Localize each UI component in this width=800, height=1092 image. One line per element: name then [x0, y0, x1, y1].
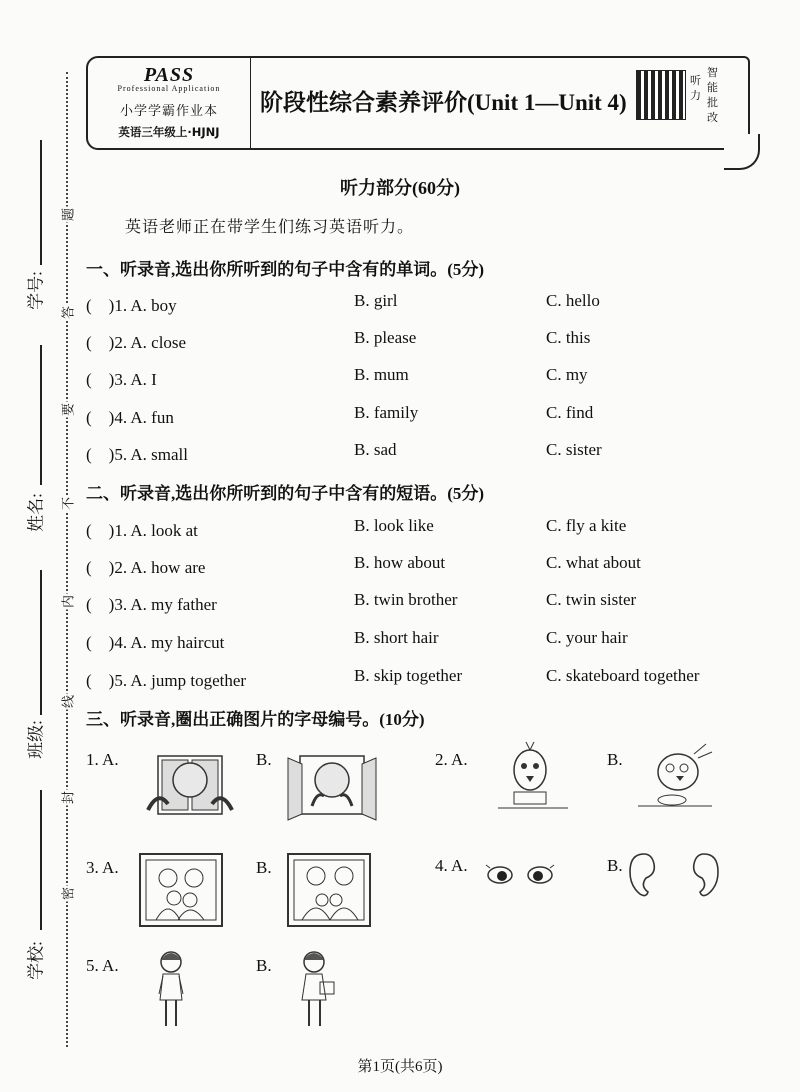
option-a[interactable]: ( )5. A. jump together: [86, 671, 247, 690]
class-label: 班级:: [26, 720, 46, 759]
option-b[interactable]: B. mum: [354, 365, 409, 384]
seal-char: 密: [58, 886, 77, 902]
option-c[interactable]: C. skateboard together: [546, 666, 700, 685]
option-c[interactable]: C. sister: [546, 440, 602, 459]
option-c[interactable]: C. your hair: [546, 628, 628, 647]
seal-char: 答: [58, 305, 77, 321]
name-label: 姓名:: [26, 493, 46, 532]
part3-heading: 三、听录音,圈出正确图片的字母编号。(10分): [86, 710, 425, 729]
school-label: 学校:: [26, 941, 46, 980]
option-b[interactable]: B. please: [354, 328, 417, 347]
q1-option-b-label[interactable]: B.: [256, 750, 272, 769]
q5-option-b-label[interactable]: B.: [256, 956, 272, 975]
option-b[interactable]: B. how about: [354, 553, 446, 572]
question-row: [86, 365, 766, 389]
q5-option-a-label[interactable]: 5. A.: [86, 956, 119, 975]
option-a[interactable]: ( )5. A. small: [86, 445, 188, 464]
page-title: 阶段性综合素养评价(Unit 1—Unit 4): [260, 90, 627, 115]
school-line: [40, 790, 42, 930]
logo-subtext: Professional Application: [117, 84, 221, 93]
question-row: [86, 553, 766, 577]
option-a[interactable]: ( )3. A. my father: [86, 595, 217, 614]
seal-char: 不: [58, 496, 77, 512]
seal-char: 线: [58, 694, 77, 710]
option-c[interactable]: C. twin sister: [546, 590, 637, 609]
q2-option-a-label[interactable]: 2. A.: [435, 750, 468, 769]
family-photo-b-picture[interactable]: [286, 852, 372, 928]
part2-heading: 二、听录音,选出你所听到的句子中含有的短语。(5分): [86, 484, 485, 503]
option-b[interactable]: B. family: [354, 403, 419, 422]
class-line: [40, 570, 42, 715]
option-c[interactable]: C. fly a kite: [546, 516, 627, 535]
option-a[interactable]: ( )1. A. look at: [86, 521, 198, 540]
qr-listen-label: 听力: [690, 75, 701, 102]
option-c[interactable]: C. what about: [546, 553, 641, 572]
listening-title: 听力部分(60分): [340, 178, 460, 198]
question-row: [86, 328, 766, 352]
pass-logo: [88, 64, 250, 93]
q3-option-a-label[interactable]: 3. A.: [86, 858, 119, 877]
option-c[interactable]: C. find: [546, 403, 594, 422]
girl-standing-picture[interactable]: [148, 944, 194, 1034]
bird-with-book-picture[interactable]: [490, 740, 580, 815]
seal-char: 题: [58, 207, 77, 223]
student-no-line: [40, 140, 42, 265]
option-b[interactable]: B. skip together: [354, 666, 463, 685]
option-b[interactable]: B. girl: [354, 291, 398, 310]
series-name: 小学学霸作业本: [119, 104, 218, 119]
close-window-picture[interactable]: [140, 750, 240, 822]
option-a[interactable]: ( )3. A. I: [86, 370, 157, 389]
question-row: [86, 590, 766, 614]
q4-option-b-label[interactable]: B.: [607, 856, 623, 875]
girl-holding-book-picture[interactable]: [290, 944, 346, 1036]
qr-code-icon[interactable]: [636, 70, 686, 120]
question-row: [86, 666, 766, 690]
q4-option-a-label[interactable]: 4. A.: [435, 856, 468, 875]
option-b[interactable]: B. twin brother: [354, 590, 458, 609]
option-a[interactable]: ( )4. A. my haircut: [86, 633, 225, 652]
q3-option-b-label[interactable]: B.: [256, 858, 272, 877]
page-header: [86, 56, 750, 150]
open-window-picture[interactable]: [282, 750, 382, 822]
qr-grading-label: 智能批改: [707, 67, 718, 124]
part1-heading: 一、听录音,选出你所听到的句子中含有的单词。(5分): [86, 260, 485, 279]
page-curl-decoration: [724, 134, 760, 170]
option-b[interactable]: B. look like: [354, 516, 434, 535]
option-c[interactable]: C. this: [546, 328, 591, 347]
name-line: [40, 345, 42, 485]
page-footer: 第1页(共6页): [357, 1059, 443, 1075]
option-c[interactable]: C. my: [546, 365, 588, 384]
option-a[interactable]: ( )2. A. close: [86, 333, 187, 352]
seal-char: 内: [58, 594, 77, 610]
option-c[interactable]: C. hello: [546, 291, 600, 310]
option-a[interactable]: ( )1. A. boy: [86, 296, 177, 315]
student-no-label: 学号:: [26, 271, 46, 310]
option-b[interactable]: B. sad: [354, 440, 397, 459]
option-b[interactable]: B. short hair: [354, 628, 439, 647]
seal-char: 要: [58, 402, 77, 418]
option-a[interactable]: ( )4. A. fun: [86, 408, 174, 427]
q1-option-a-label[interactable]: 1. A.: [86, 750, 119, 769]
listening-intro: 英语老师正在带学生们练习英语听力。: [125, 219, 415, 236]
bird-eating-picture[interactable]: [632, 740, 722, 815]
question-row: [86, 628, 766, 652]
ears-picture[interactable]: [624, 848, 724, 898]
q2-option-b-label[interactable]: B.: [607, 750, 623, 769]
question-row: [86, 516, 766, 540]
seal-char: 封: [58, 790, 77, 806]
grade-label: 英语三年级上·HJNJ: [118, 125, 220, 139]
question-row: [86, 440, 766, 464]
question-row: [86, 403, 766, 427]
brand-block: [88, 58, 251, 148]
option-a[interactable]: ( )2. A. how are: [86, 558, 206, 577]
question-row: [86, 291, 766, 315]
logo-text: PASS: [143, 64, 195, 86]
family-photo-a-picture[interactable]: [138, 852, 224, 928]
eyes-picture[interactable]: [482, 858, 562, 892]
